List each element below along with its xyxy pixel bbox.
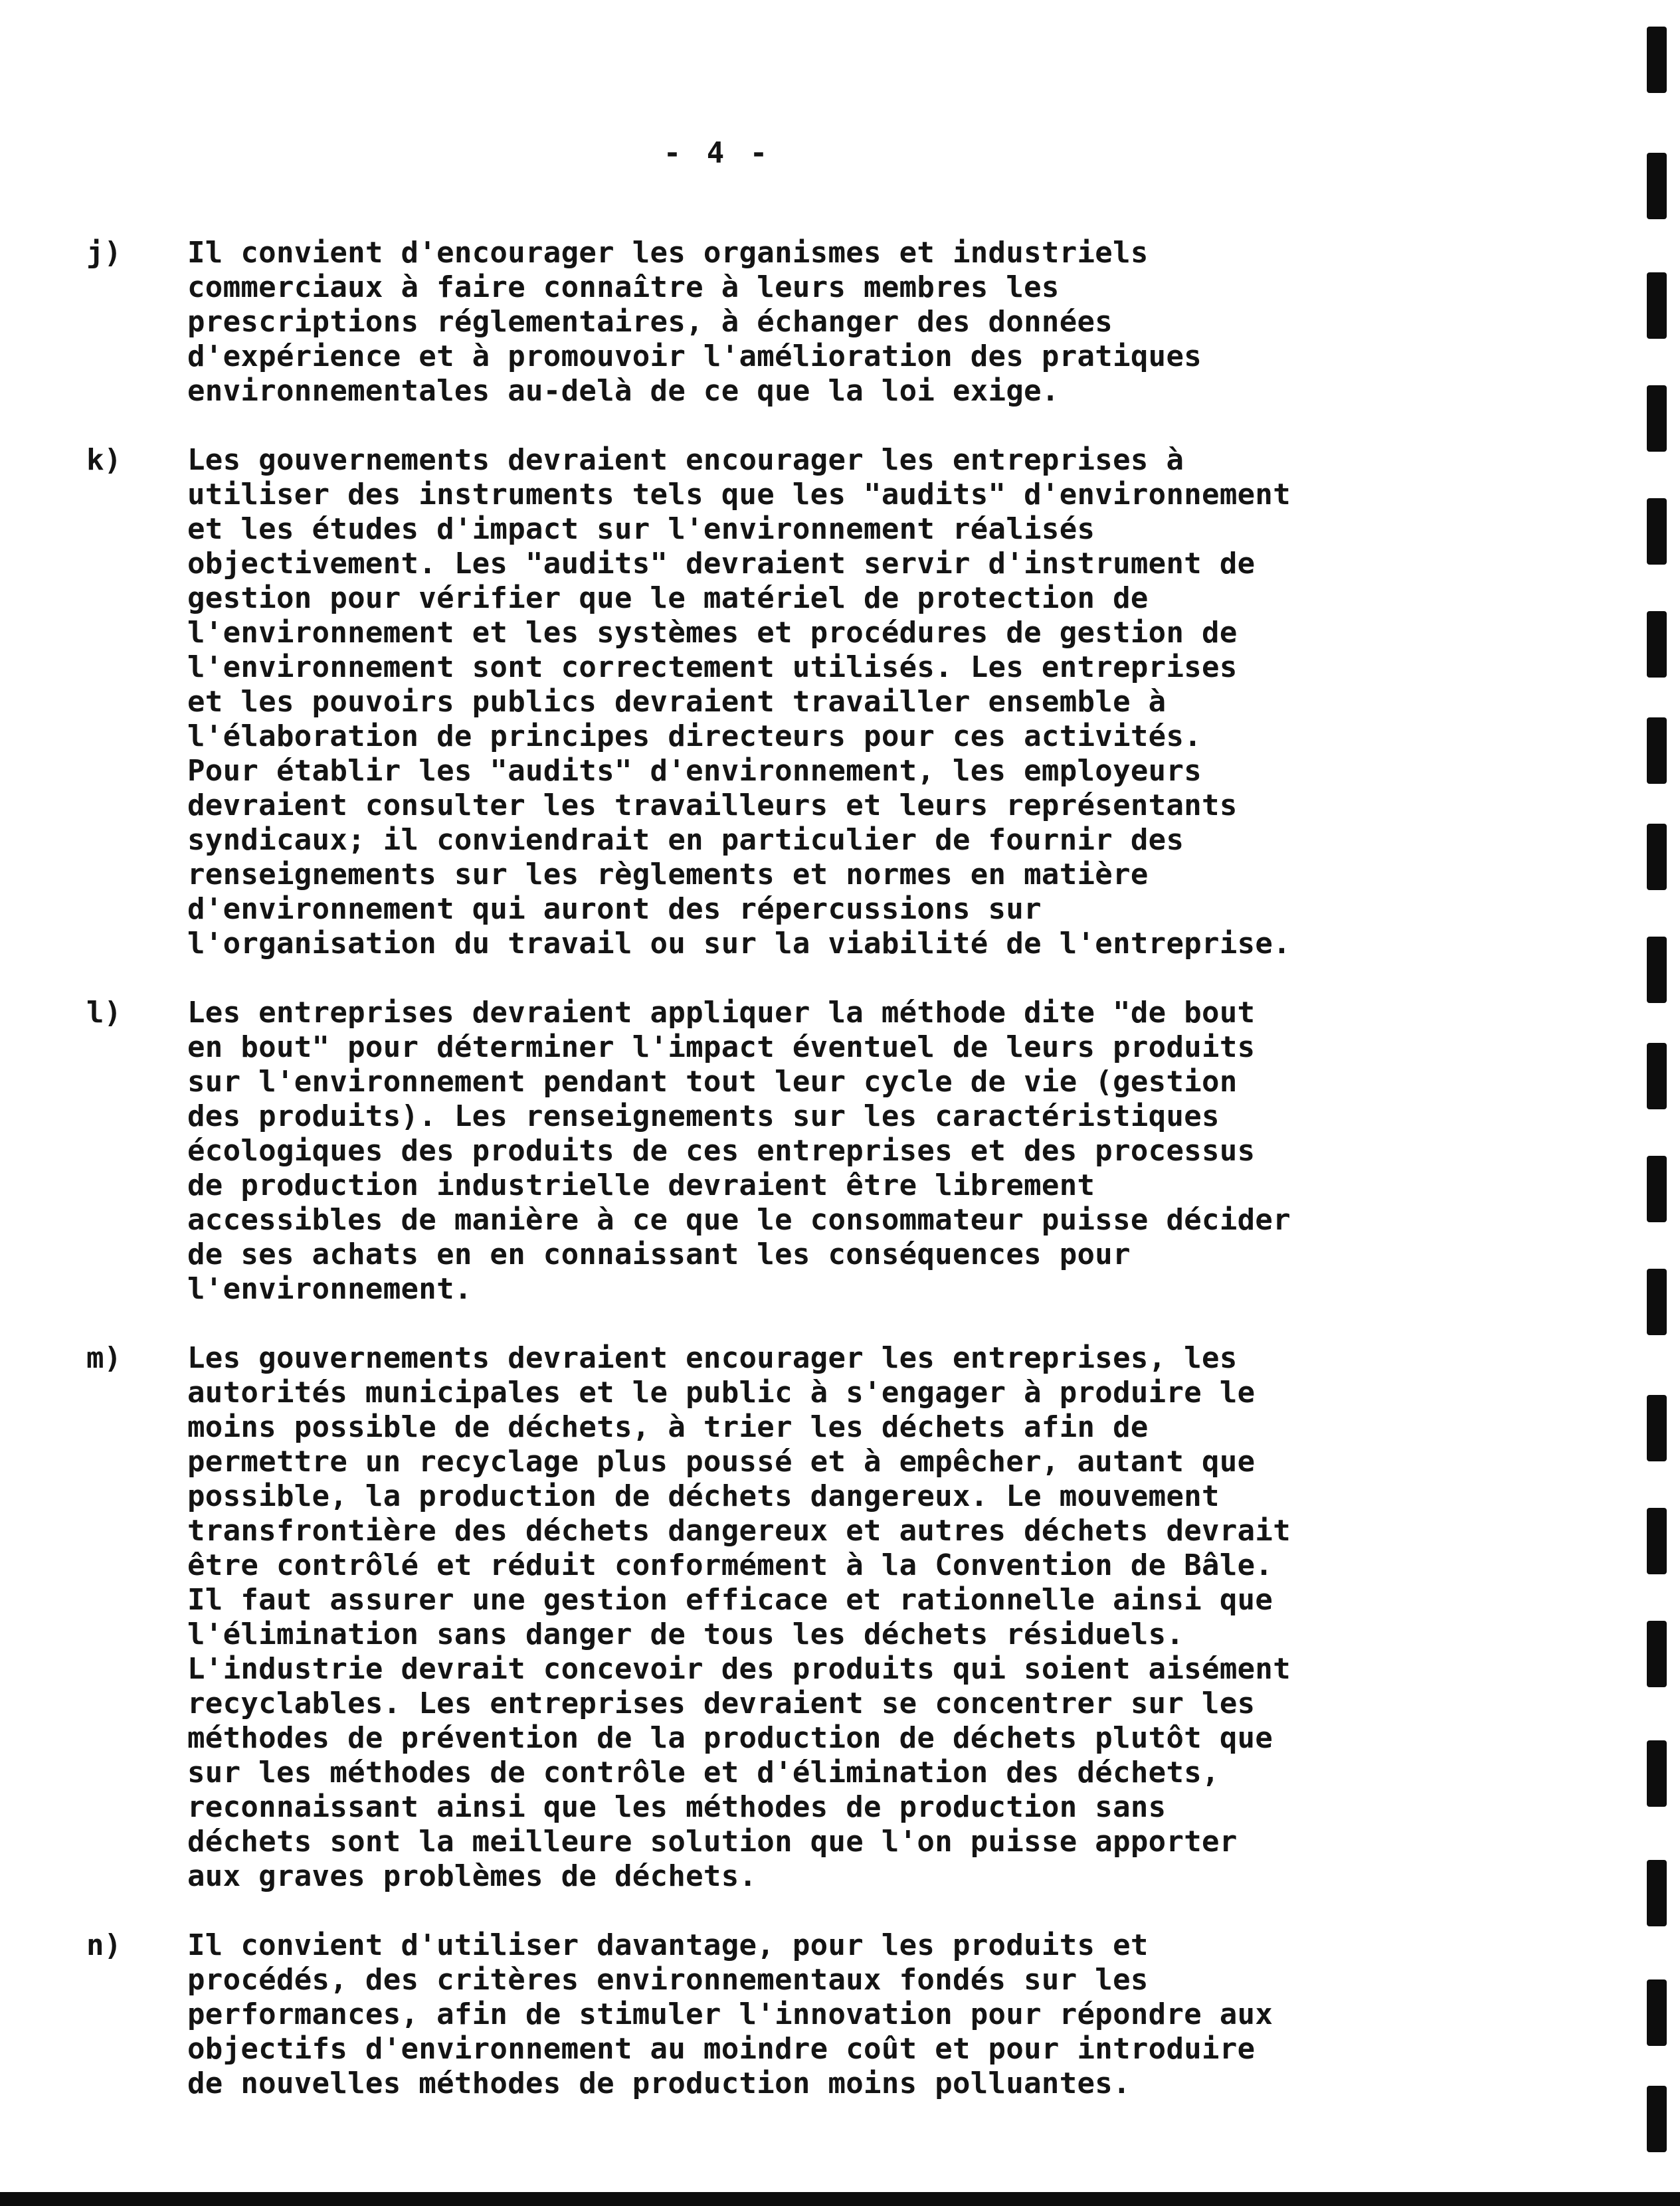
item-letter: j): [86, 236, 122, 270]
binding-mark: [1647, 611, 1667, 678]
item-letter: m): [86, 1341, 122, 1375]
item-letter: l): [86, 996, 122, 1030]
item-text: Les gouvernements devraient encourager les entreprises, les autorités municipales et le public à s'engager à produire le moins possible de déchets, à trier les déchets afin de permettre un recyclage plus poussé et à empêcher, autant que possible, la production de déchets dangereux. Le mouvement transfrontière des déchets dangereux et autres déchets devrait être contrôlé et réduit conformément à la Convention de Bâle. Il faut assurer une gestion efficace et rationnelle ainsi que l'élimination sans danger de tous les déchets résiduels. L'industrie devrait concevoir des produits qui soient aisément recyclables. Les entreprises devraient se concentrer sur les méthodes de prévention de la production de déchets plutôt que sur les méthodes de contrôle et d'élimination des déchets, reconnaissant ainsi que les méthodes de production sans déchets sont la meilleure solution que l'on puisse apporter aux graves problèmes de déchets.: [187, 1341, 1291, 1893]
bottom-border: [0, 2192, 1680, 2206]
binding-mark: [1647, 153, 1667, 219]
item-text: Les entreprises devraient appliquer la méthode dite "de bout en bout" pour déterminer l'impact éventuel de leurs produits sur l'environnement pendant tout leur cycle de vie (gestion des produits). Les renseignements sur les caractéristiques écologiques des produits de ces entreprises et des processus de production industrielle devraient être librement accessibles de manière à ce que le consommateur puisse décider de ses achats en en connaissant les conséquences pour l'environnement.: [187, 996, 1291, 1306]
binding-mark: [1647, 2086, 1667, 2152]
binding-marks: [1647, 27, 1671, 2172]
binding-mark: [1647, 1979, 1667, 2046]
item-list: [86, 236, 1495, 2136]
item-text: Les gouvernements devraient encourager les entreprises à utiliser des instruments tels que les "audits" d'environnement et les études d'impact sur l'environnement réalisés objectivement. Les "audits" devraient servir d'instrument de gestion pour vérifier que le matériel de protection de l'environnement et les systèmes et procédures de gestion de l'environnement sont correctement utilisés. Les entreprises et les pouvoirs publics devraient travailler ensemble à l'élaboration de principes directeurs pour ces activités. Pour établir les "audits" d'environnement, les employeurs devraient consulter les travailleurs et leurs représentants syndicaux; il conviendrait en particulier de fournir des renseignements sur les règlements et normes en matière d'environnement qui auront des répercussions sur l'organisation du travail ou sur la viabilité de l'entreprise.: [187, 443, 1291, 961]
binding-mark: [1647, 1043, 1667, 1109]
binding-mark: [1647, 824, 1667, 890]
binding-mark: [1647, 385, 1667, 452]
binding-mark: [1647, 1860, 1667, 1926]
list-item: [86, 1341, 1495, 1894]
binding-mark: [1647, 498, 1667, 565]
binding-mark: [1647, 937, 1667, 1003]
binding-mark: [1647, 27, 1667, 93]
list-item: [86, 996, 1495, 1307]
binding-mark: [1647, 272, 1667, 339]
item-text: Il convient d'utiliser davantage, pour les produits et procédés, des critères environnementaux fondés sur les performances, afin de stimuler l'innovation pour répondre aux objectifs d'environnement au moindre coût et pour introduire de nouvelles méthodes de production moins polluantes.: [187, 1928, 1273, 2100]
list-item: [86, 1928, 1495, 2101]
binding-mark: [1647, 1395, 1667, 1461]
binding-mark: [1647, 1621, 1667, 1687]
item-text: Il convient d'encourager les organismes et industriels commerciaux à faire connaître à leurs membres les prescriptions réglementaires, à échanger des données d'expérience et à promouvoir l'amélioration des pratiques environnementales au-delà de ce que la loi exige.: [187, 236, 1202, 408]
list-item: [86, 443, 1495, 961]
binding-mark: [1647, 1269, 1667, 1335]
item-letter: n): [86, 1928, 122, 1962]
binding-mark: [1647, 1740, 1667, 1807]
item-letter: k): [86, 443, 122, 477]
binding-mark: [1647, 717, 1667, 784]
binding-mark: [1647, 1508, 1667, 1574]
page-number: - 4 -: [663, 136, 772, 170]
binding-mark: [1647, 1156, 1667, 1222]
list-item: [86, 236, 1495, 409]
